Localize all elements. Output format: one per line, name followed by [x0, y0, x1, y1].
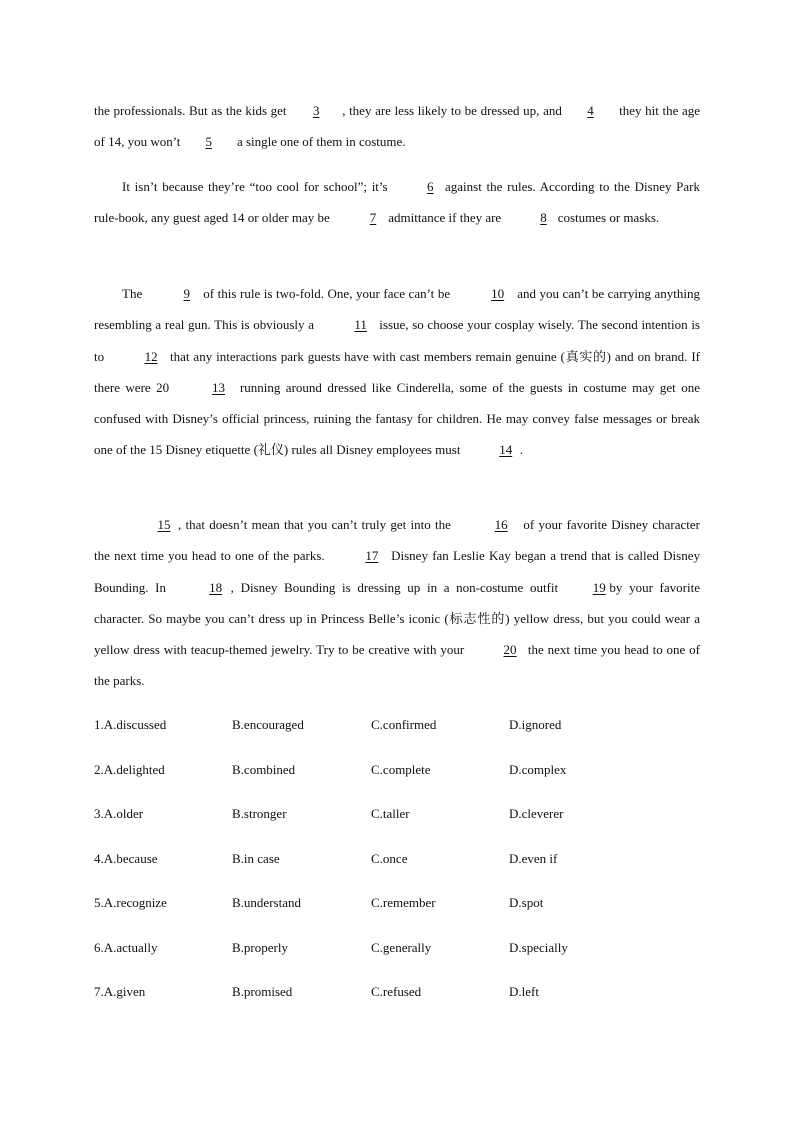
passage-text: The [122, 286, 146, 301]
passage-text: running around dressed like Cinderella, some of the guests in costume may get one confused with Disney’s official princess, ruining the fantasy for children. He may convey false messages or break one of the 15 Disney etiquette (礼仪) rules all Disney employees must [94, 379, 700, 458]
passage-paragraph-4 [94, 509, 700, 697]
passage-paragraph-3 [94, 278, 700, 466]
blank-6: 6 [427, 179, 434, 194]
option-a[interactable]: 4.A.because [94, 851, 158, 866]
option-c[interactable]: C.taller [371, 806, 410, 821]
passage-text: of this rule is two-fold. One, your face can’t be [199, 286, 454, 301]
passage-text: admittance if they are [384, 210, 505, 226]
option-b[interactable]: B.understand [232, 895, 301, 910]
option-d[interactable]: D.left [509, 984, 539, 999]
blank-18: 18 [209, 579, 223, 595]
option-d[interactable]: D.even if [509, 851, 558, 866]
option-c[interactable]: C.confirmed [371, 717, 437, 732]
option-a[interactable]: 6.A.actually [94, 940, 158, 955]
passage-text: against the rules. According to the Disney Park rule-book, any guest aged 14 or older may be [94, 179, 701, 226]
passage-text: that any interactions park guests have with cast members remain genuine (真实的) and on brand. If there were 20 [94, 348, 700, 395]
question-options-row [94, 895, 714, 913]
passage-text: of your favorite Disney character the next time you head to one of the parks. [94, 517, 700, 564]
question-options-row [94, 940, 714, 958]
option-b[interactable]: B.encouraged [232, 717, 304, 732]
blank-9: 9 [183, 286, 191, 301]
blank-15: 15 [157, 517, 171, 532]
option-c[interactable]: C.refused [371, 984, 422, 999]
passage-text: , they are less likely to be dressed up, and [342, 103, 566, 118]
option-c[interactable]: C.generally [371, 940, 432, 955]
passage-text: , Disney Bounding is dressing up in a non-costume outfit [230, 579, 565, 595]
option-d[interactable]: D.spot [509, 895, 544, 910]
option-b[interactable]: B.combined [232, 762, 296, 777]
passage-paragraph-2 [94, 171, 700, 234]
passage-text: , that doesn’t mean that you can’t truly get into the [178, 517, 456, 532]
blank-17: 17 [365, 548, 379, 564]
option-d[interactable]: D.ignored [509, 717, 562, 732]
blank-12: 12 [144, 348, 158, 364]
option-b[interactable]: B.promised [232, 984, 293, 999]
option-a[interactable]: 3.A.older [94, 806, 144, 821]
passage-text: . [519, 442, 523, 458]
passage-text: and you can’t be carrying anything resembling a real gun. This is obviously a [94, 286, 701, 333]
passage-text: the professionals. But as the kids get [94, 103, 291, 118]
blank-4: 4 [587, 103, 594, 118]
blank-13: 13 [212, 379, 226, 395]
option-c[interactable]: C.once [371, 851, 408, 866]
passage-text: they hit the age of 14, you won’t [94, 103, 701, 150]
blank-10: 10 [491, 286, 505, 301]
option-b[interactable]: B.in case [232, 851, 280, 866]
blank-19: 19 [592, 579, 606, 595]
blank-3: 3 [312, 103, 320, 118]
option-d[interactable]: D.specially [509, 940, 568, 955]
passage-text: a single one of them in costume. [233, 134, 406, 150]
option-a[interactable]: 1.A.discussed [94, 717, 167, 732]
passage-text: costumes or masks. [554, 210, 660, 226]
option-a[interactable]: 5.A.recognize [94, 895, 167, 910]
option-c[interactable]: C.remember [371, 895, 436, 910]
question-options-row [94, 762, 714, 780]
passage-text: issue, so choose your cosplay wisely. The second intention is to [94, 317, 700, 364]
blank-11: 11 [354, 317, 367, 333]
blank-16: 16 [494, 517, 508, 532]
passage-text: It isn’t because they’re “too cool for school”; it’s [122, 179, 393, 194]
option-d[interactable]: D.complex [509, 762, 567, 777]
blank-20: 20 [503, 642, 517, 658]
option-b[interactable]: B.properly [232, 940, 288, 955]
question-options-row [94, 984, 714, 1002]
passage-text: by your favorite character. So maybe you can’t dress up in Princess Belle’s iconic (标志性的) yellow dress, but you could wear a yellow dress with teacup-themed jewelry. Try to be creative with your [94, 579, 700, 658]
option-a[interactable]: 7.A.given [94, 984, 146, 999]
question-options-row [94, 851, 714, 869]
option-d[interactable]: D.cleverer [509, 806, 564, 821]
question-options-row [94, 806, 714, 824]
blank-7: 7 [369, 210, 377, 226]
blank-8: 8 [540, 210, 547, 226]
option-b[interactable]: B.stronger [232, 806, 287, 821]
passage-paragraph-1 [94, 95, 700, 158]
blank-5: 5 [205, 134, 212, 150]
passage-text: the next time you head to one of the parks. [94, 642, 700, 689]
passage-text: Disney fan Leslie Kay began a trend that is called Disney Bounding. In [94, 548, 700, 595]
option-a[interactable]: 2.A.delighted [94, 762, 165, 777]
blank-14: 14 [499, 442, 513, 458]
question-options-row [94, 717, 714, 735]
option-c[interactable]: C.complete [371, 762, 431, 777]
